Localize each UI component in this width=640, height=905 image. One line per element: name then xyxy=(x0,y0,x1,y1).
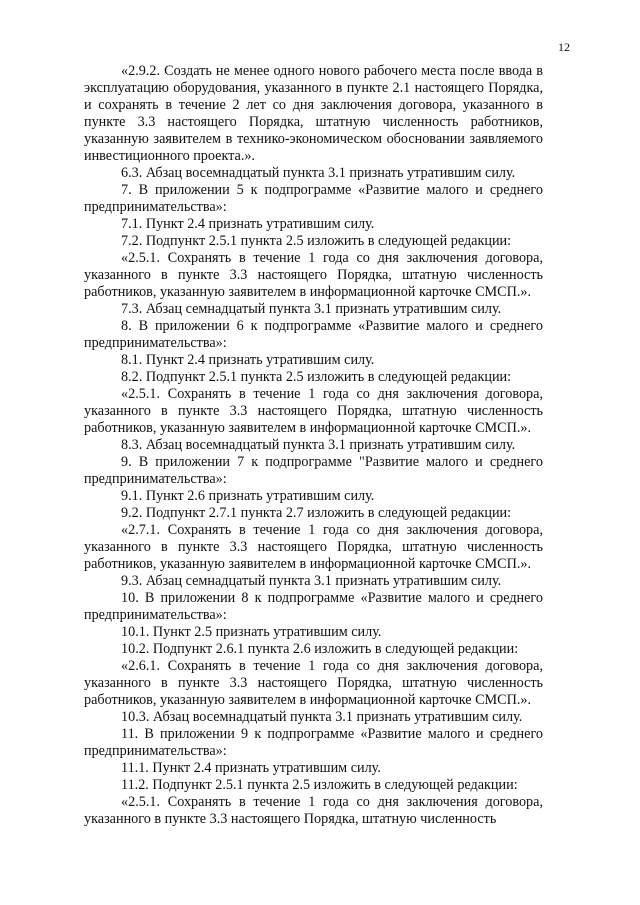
paragraph: 7. В приложении 5 к подпрограмме «Развитие малого и среднего предпринимательства»: xyxy=(84,182,543,215)
paragraph: «2.5.1. Сохранять в течение 1 года со дня заключения договора, указанного в пункте 3.3 настоящего Порядка, штатную численность работников, указанную заявителем в информационной карточке СМСП.». xyxy=(84,386,543,436)
paragraph: 9. В приложении 7 к подпрограмме "Развитие малого и среднего предпринимательства»: xyxy=(84,454,543,487)
paragraph: «2.5.1. Сохранять в течение 1 года со дня заключения договора, указанного в пункте 3.3 настоящего Порядка, штатную численность xyxy=(84,794,543,827)
paragraph: 7.3. Абзац семнадцатый пункта 3.1 признать утратившим силу. xyxy=(121,301,502,317)
paragraph: 10. В приложении 8 к подпрограмме «Развитие малого и среднего предпринимательства»: xyxy=(84,590,543,623)
paragraph: 7.1. Пункт 2.4 признать утратившим силу. xyxy=(121,216,375,232)
paragraph: 7.2. Подпункт 2.5.1 пункта 2.5 изложить в следующей редакции: xyxy=(121,233,512,249)
paragraph: 8. В приложении 6 к подпрограмме «Развитие малого и среднего предпринимательства»: xyxy=(84,318,543,351)
paragraph: 9.2. Подпункт 2.7.1 пункта 2.7 изложить в следующей редакции: xyxy=(121,505,512,521)
paragraph: 11.1. Пункт 2.4 признать утратившим силу. xyxy=(121,760,381,776)
paragraph: 8.1. Пункт 2.4 признать утратившим силу. xyxy=(121,352,375,368)
paragraph: «2.5.1. Сохранять в течение 1 года со дня заключения договора, указанного в пункте 3.3 настоящего Порядка, штатную численность работников, указанную заявителем в информационной карточке СМСП.». xyxy=(84,250,543,300)
paragraph: 11. В приложении 9 к подпрограмме «Развитие малого и среднего предпринимательства»: xyxy=(84,726,543,759)
paragraph: 8.3. Абзац восемнадцатый пункта 3.1 признать утратившим силу. xyxy=(121,437,516,453)
paragraph: 11.2. Подпункт 2.5.1 пункта 2.5 изложить в следующей редакции: xyxy=(121,777,518,793)
page-number: 12 xyxy=(558,40,570,54)
paragraph: 6.3. Абзац восемнадцатый пункта 3.1 признать утратившим силу. xyxy=(121,165,516,181)
paragraph: 10.2. Подпункт 2.6.1 пункта 2.6 изложить в следующей редакции: xyxy=(121,641,519,657)
paragraph: 8.2. Подпункт 2.5.1 пункта 2.5 изложить в следующей редакции: xyxy=(121,369,512,385)
document-body xyxy=(84,63,543,828)
paragraph: «2.6.1. Сохранять в течение 1 года со дня заключения договора, указанного в пункте 3.3 настоящего Порядка, штатную численность работников, указанную заявителем в информационной карточке СМСП.». xyxy=(84,658,543,708)
paragraph: 9.1. Пункт 2.6 признать утратившим силу. xyxy=(121,488,375,504)
paragraph: 9.3. Абзац семнадцатый пункта 3.1 признать утратившим силу. xyxy=(121,573,502,589)
paragraph: 10.1. Пункт 2.5 признать утратившим силу. xyxy=(121,624,382,640)
paragraph: «2.7.1. Сохранять в течение 1 года со дня заключения договора, указанного в пункте 3.3 настоящего Порядка, штатную численность работников, указанную заявителем в информационной карточке СМСП.». xyxy=(84,522,543,572)
paragraph: 10.3. Абзац восемнадцатый пункта 3.1 признать утратившим силу. xyxy=(121,709,523,725)
paragraph: «2.9.2. Создать не менее одного нового рабочего места после ввода в эксплуатацию оборудования, указанного в пункте 2.1 настоящего Порядка, и сохранять в течение 2 лет со дня заключения договора, указанного в пункте 3.3 настоящего Порядка, штатную численность работников, указанную заявителем в технико-экономическом обосновании заявляемого инвестиционного проекта.». xyxy=(84,63,543,164)
